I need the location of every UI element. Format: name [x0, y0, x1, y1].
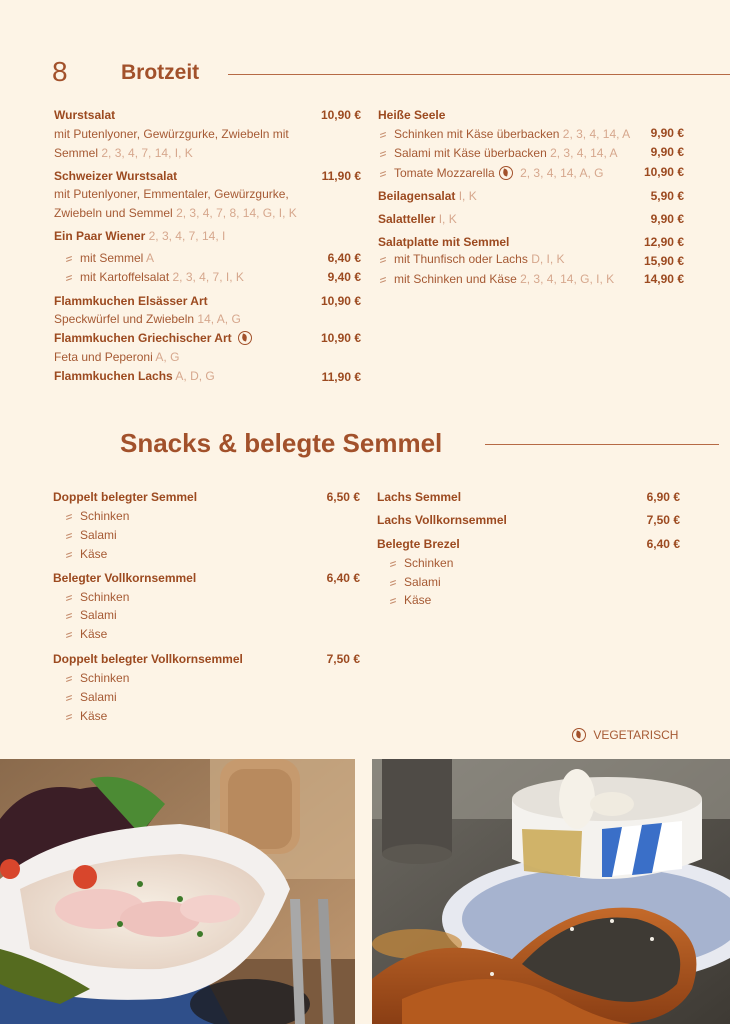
photo-wurstsalat [0, 759, 355, 1024]
option-doppelt-schinken [66, 508, 129, 524]
option-label: Schinken [80, 509, 130, 523]
bullet-icon [66, 553, 72, 557]
option-price-wiener-semmel: 6,40 € [327, 251, 361, 265]
item-desc-schweizer-2 [54, 205, 297, 221]
option-salatplatte-schinken [380, 271, 614, 287]
option-heisse-seele-salami [380, 145, 617, 161]
item-name-brezel: Belegte Brezel [377, 537, 460, 551]
option-label: Käse [80, 709, 108, 723]
item-price-salatplatte: 12,90 € [643, 235, 684, 249]
brezel-illustration [372, 759, 730, 1024]
item-name-doppelt-semmel: Doppelt belegter Semmel [53, 490, 198, 504]
vegetarian-legend [568, 727, 678, 743]
option-salatplatte-thunfisch [380, 251, 565, 267]
item-name-lachs-semmel: Lachs Semmel [377, 490, 462, 504]
bullet-icon [66, 276, 72, 280]
option-label: Schinken [80, 671, 130, 685]
item-name: Beilagensalat [378, 189, 456, 203]
bullet-icon [66, 257, 72, 261]
item-price-vollkornsemmel: 6,40 € [326, 571, 360, 585]
legend-label: VEGETARISCH [593, 728, 679, 742]
allergen-codes: I, K [438, 212, 457, 226]
bullet-icon [390, 581, 396, 585]
option-doppelt-vollkorn-salami [66, 689, 117, 705]
item-name-vollkornsemmel: Belegter Vollkornsemmel [53, 571, 197, 585]
option-doppelt-vollkorn-schinken [66, 670, 129, 686]
item-name-beilagensalat [378, 188, 477, 204]
allergen-codes: 2, 3, 4, 14, A [550, 146, 618, 160]
option-vollkorn-salami [66, 607, 117, 623]
option-doppelt-kaese [66, 546, 107, 562]
item-price-salatteller: 9,90 € [650, 212, 684, 226]
option-label: Salami [404, 575, 441, 589]
option-label: Salami [80, 528, 117, 542]
item-name: Ein Paar Wiener [54, 229, 146, 243]
option-label: Salami mit Käse überbacken [394, 146, 547, 160]
vegetarian-icon [499, 166, 513, 180]
allergen-codes: D, I, K [531, 252, 565, 266]
item-price-lachs-semmel: 6,90 € [646, 490, 680, 504]
option-brezel-salami [390, 574, 441, 590]
allergen-codes: A, D, G [175, 369, 215, 383]
section-title-brotzeit: Brotzeit [121, 61, 200, 84]
item-name-flammkuchen-lachs [54, 368, 215, 384]
item-price-lachs-vollkorn: 7,50 € [646, 513, 680, 527]
bullet-icon [380, 152, 386, 156]
allergen-codes: 2, 3, 4, 7, I, K [172, 270, 244, 284]
option-label: mit Schinken und Käse [394, 272, 517, 286]
option-doppelt-salami [66, 527, 117, 543]
option-vollkorn-schinken [66, 589, 129, 605]
page-number: 8 [52, 56, 68, 87]
allergen-codes: A, G [155, 350, 180, 364]
option-heisse-seele-mozzarella [380, 165, 603, 181]
allergen-codes: 2, 3, 4, 7, 14, I, K [101, 146, 193, 160]
item-price-beilagensalat: 5,90 € [650, 189, 684, 203]
option-label: mit Semmel [80, 251, 144, 265]
divider-line [485, 444, 719, 445]
desc-text: Semmel [54, 146, 99, 160]
bullet-icon [66, 515, 72, 519]
item-name-salatplatte: Salatplatte mit Semmel [378, 235, 510, 249]
option-label: Schinken [404, 556, 454, 570]
item-name: Flammkuchen Griechischer Art [54, 331, 232, 345]
allergen-codes: 2, 3, 4, 14, A, G [520, 166, 604, 180]
allergen-codes: 14, A, G [197, 312, 241, 326]
option-label: Tomate Mozzarella [394, 166, 495, 180]
item-name-flammkuchen-griech [54, 330, 256, 346]
option-label: mit Kartoffelsalat [80, 270, 170, 284]
option-price-heisse-seele-schinken: 9,90 € [650, 126, 684, 140]
item-name-flammkuchen-elsass: Flammkuchen Elsässer Art [54, 294, 208, 308]
option-vollkorn-kaese [66, 626, 107, 642]
item-name: Flammkuchen Lachs [54, 369, 173, 383]
item-desc-wurstsalat-2 [54, 145, 193, 161]
bullet-icon [66, 534, 72, 538]
option-label: mit Thunfisch oder Lachs [394, 252, 528, 266]
item-name-salatteller [378, 211, 457, 227]
option-doppelt-vollkorn-kaese [66, 708, 107, 724]
item-name-wurstsalat: Wurstsalat [54, 108, 116, 122]
bullet-icon [66, 696, 72, 700]
item-name: Salatteller [378, 212, 436, 226]
desc-text: Speckwürfel und Zwiebeln [54, 312, 195, 326]
section-title-snacks: Snacks & belegte Semmel [120, 428, 443, 458]
option-label: Salami [80, 608, 117, 622]
option-price-heisse-seele-salami: 9,90 € [650, 145, 684, 159]
item-desc-wurstsalat-1: mit Putenlyoner, Gewürzgurke, Zwiebeln mit [54, 127, 289, 141]
item-name-doppelt-vollkorn: Doppelt belegter Vollkornsemmel [53, 652, 243, 666]
option-wiener-kartoffelsalat [66, 269, 244, 285]
bullet-icon [66, 677, 72, 681]
option-price-wiener-kartoffelsalat: 9,40 € [327, 270, 361, 284]
option-label: Schinken [80, 590, 130, 604]
bullet-icon [390, 599, 396, 603]
allergen-codes: 2, 3, 4, 7, 14, I [148, 229, 226, 243]
desc-text: Feta und Peperoni [54, 350, 153, 364]
wurstsalat-illustration [0, 759, 355, 1024]
item-name-heisse-seele: Heiße Seele [378, 108, 446, 122]
allergen-codes: A [146, 251, 155, 265]
option-label: Salami [80, 690, 117, 704]
divider-line [228, 74, 730, 75]
item-price-brezel: 6,40 € [646, 537, 680, 551]
bullet-icon [380, 278, 386, 282]
item-name-lachs-vollkorn: Lachs Vollkornsemmel [377, 513, 507, 527]
bullet-icon [380, 258, 386, 262]
allergen-codes: 2, 3, 4, 14, A [562, 127, 631, 141]
bullet-icon [380, 133, 386, 137]
desc-text: Zwiebeln und Semmel [54, 206, 173, 220]
option-brezel-schinken [390, 555, 453, 571]
vegetarian-icon [572, 728, 586, 742]
bullet-icon [66, 633, 72, 637]
item-name-schweizer: Schweizer Wurstsalat [54, 169, 178, 183]
item-price-doppelt-vollkorn: 7,50 € [326, 652, 360, 666]
item-desc-flammkuchen-elsass [54, 311, 241, 327]
bullet-icon [66, 715, 72, 719]
item-name-wiener [54, 228, 225, 244]
option-brezel-kaese [390, 592, 431, 608]
bullet-icon [380, 172, 386, 176]
bullet-icon [390, 562, 396, 566]
option-label: Schinken mit Käse überbacken [394, 127, 560, 141]
bullet-icon [66, 614, 72, 618]
allergen-codes: 2, 3, 4, 14, G, I, K [520, 272, 615, 286]
item-price-schweizer: 11,90 € [321, 169, 361, 183]
vegetarian-icon [238, 331, 252, 345]
option-label: Käse [80, 547, 108, 561]
allergen-codes: I, K [458, 189, 477, 203]
bullet-icon [66, 596, 72, 600]
item-desc-flammkuchen-griech [54, 349, 179, 365]
option-price-salatplatte-schinken: 14,90 € [643, 272, 684, 286]
item-price-flammkuchen-griech: 10,90 € [320, 331, 361, 345]
option-label: Käse [404, 593, 432, 607]
option-label: Käse [80, 627, 108, 641]
allergen-codes: 2, 3, 4, 7, 8, 14, G, I, K [176, 206, 297, 220]
item-desc-schweizer-1: mit Putenlyoner, Emmentaler, Gewürzgurke, [54, 187, 289, 201]
option-heisse-seele-schinken [380, 126, 630, 142]
item-price-wurstsalat: 10,90 € [320, 108, 361, 122]
item-price-flammkuchen-lachs: 11,90 € [321, 370, 361, 384]
item-price-flammkuchen-elsass: 10,90 € [320, 294, 361, 308]
option-price-heisse-seele-mozzarella: 10,90 € [643, 165, 684, 179]
item-price-doppelt-semmel: 6,50 € [326, 490, 360, 504]
option-wiener-semmel [66, 250, 154, 266]
option-price-salatplatte-thunfisch: 15,90 € [643, 254, 684, 268]
photo-weisswurst-brezel [372, 759, 730, 1024]
